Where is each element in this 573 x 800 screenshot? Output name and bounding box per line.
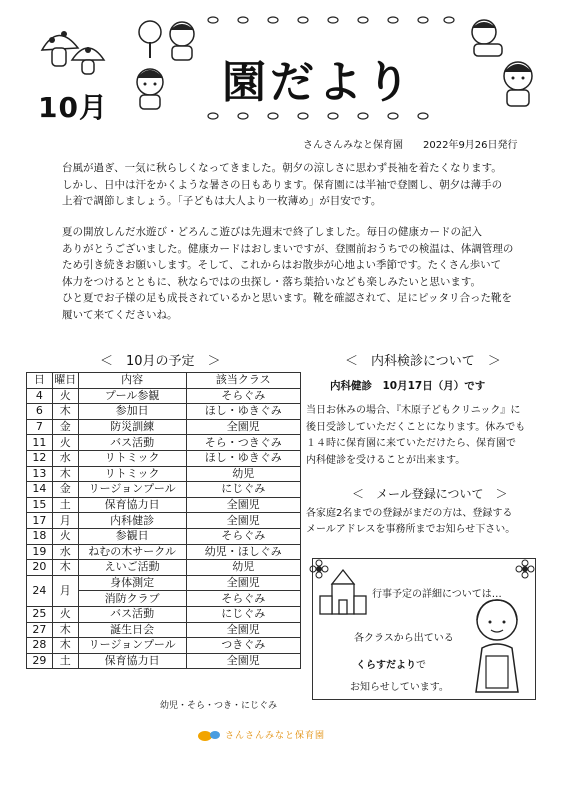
schedule-weekday-cell: 木	[52, 638, 78, 654]
schedule-content-cell: プール参観	[78, 388, 186, 404]
schedule-class-cell: 幼児・ほしぐみ	[186, 544, 301, 560]
notice-line-2: 各クラスから出ている	[354, 633, 454, 644]
schedule-class-cell: そらぐみ	[186, 528, 301, 544]
notice-line-3	[356, 656, 426, 671]
schedule-row	[27, 435, 301, 451]
schedule-class-cell: ほし・ゆきぐみ	[186, 404, 301, 420]
exam-date-line: 内科健診 10月17日（月）です	[330, 380, 486, 392]
child-illustration-left	[160, 18, 205, 63]
schedule-class-cell: つきぐみ	[186, 638, 301, 654]
schedule-content-cell: えいご活動	[78, 560, 186, 576]
page-title: 園だより	[222, 57, 414, 108]
schedule-class-cell: そらぐみ	[186, 388, 301, 404]
notice-particle: で	[416, 660, 426, 671]
schedule-row	[27, 575, 301, 591]
schedule-weekday-cell: 火	[52, 606, 78, 622]
schedule-weekday-cell: 土	[52, 497, 78, 513]
schedule-day-cell: 6	[27, 404, 53, 420]
column-header: 内容	[78, 373, 186, 389]
schedule-weekday-cell: 月	[52, 575, 78, 606]
schedule-row	[27, 560, 301, 576]
teacher-illustration	[462, 598, 532, 696]
schedule-content-cell: 身体測定	[78, 575, 186, 591]
schedule-day-cell: 28	[27, 638, 53, 654]
schedule-class-cell: そら・つきぐみ	[186, 435, 301, 451]
schedule-content-cell: 参観日	[78, 528, 186, 544]
schedule-day-cell: 25	[27, 606, 53, 622]
schedule-class-cell: ほし・ゆきぐみ	[186, 450, 301, 466]
schedule-day-cell: 4	[27, 388, 53, 404]
leaf-garland-bottom	[205, 108, 455, 124]
schedule-day-cell: 19	[27, 544, 53, 560]
sun-logo-icon	[197, 728, 221, 742]
schedule-content-cell: 誕生日会	[78, 622, 186, 638]
schedule-day-cell: 29	[27, 653, 53, 669]
schedule-class-cell: 全園児	[186, 497, 301, 513]
schedule-footnote: 幼児・そら・つき・にじぐみ	[160, 701, 278, 711]
schedule-class-cell: 全園児	[186, 513, 301, 529]
schedule-row	[27, 653, 301, 669]
child-illustration-center	[128, 64, 173, 112]
schedule-content-cell: リトミック	[78, 450, 186, 466]
schedule-row	[27, 513, 301, 529]
notice-line-4: お知らせしています。	[350, 682, 449, 693]
schedule-row	[27, 528, 301, 544]
mail-body-text: 各家庭2名までの登録がまだの方は、登録する メールアドレスを事務所までお知らせ下さい。	[306, 508, 516, 535]
schedule-content-cell: 参加日	[78, 404, 186, 420]
schedule-weekday-cell: 木	[52, 622, 78, 638]
schedule-weekday-cell: 火	[52, 435, 78, 451]
schedule-content-cell: リージョンプール	[78, 482, 186, 498]
schedule-row	[27, 606, 301, 622]
schedule-row	[27, 638, 301, 654]
schedule-content-cell: バス活動	[78, 606, 186, 622]
schedule-row	[27, 419, 301, 435]
schedule-weekday-cell: 木	[52, 560, 78, 576]
schedule-weekday-cell: 土	[52, 653, 78, 669]
leaf-garland	[205, 12, 455, 28]
child-illustration-right-top	[462, 16, 512, 61]
schedule-title: ＜ 10月の予定 ＞	[100, 354, 221, 369]
schedule-content-cell: ねむの木サークル	[78, 544, 186, 560]
column-header: 該当クラス	[186, 373, 301, 389]
schedule-weekday-cell: 水	[52, 544, 78, 560]
schedule-day-cell: 7	[27, 419, 53, 435]
schedule-class-cell: 全園児	[186, 575, 301, 591]
schedule-class-cell: 全園児	[186, 653, 301, 669]
schedule-content-cell: リージョンプール	[78, 638, 186, 654]
flower-icon	[516, 560, 534, 578]
mail-section-title: ＜ メール登録について ＞	[352, 487, 508, 501]
schedule-header-row	[27, 373, 301, 389]
schedule-class-cell: 全園児	[186, 419, 301, 435]
column-header: 日	[27, 373, 53, 389]
schedule-weekday-cell: 木	[52, 466, 78, 482]
footer-org-name: さんさんみなと保育園	[225, 731, 326, 741]
schedule-day-cell: 27	[27, 622, 53, 638]
schedule-content-cell: 消防クラブ	[78, 591, 186, 607]
schedule-day-cell: 13	[27, 466, 53, 482]
exam-body-text: 当日お休みの場合、『木原子どもクリニック』に 後日受診していただくことになります。休みでも １４時に保育園に来ていただけたら、保育園で 内科健診を受けることが出来ます。	[306, 405, 526, 466]
schedule-content-cell: リトミック	[78, 466, 186, 482]
schedule-class-cell: 幼児	[186, 466, 301, 482]
schedule-class-cell: そらぐみ	[186, 591, 301, 607]
schedule-day-cell: 20	[27, 560, 53, 576]
issue-date: 2022年9月26日発行	[423, 140, 518, 151]
exam-section-title: ＜ 内科検診について ＞	[345, 354, 501, 369]
notice-line-1: 行事予定の詳細については…	[372, 589, 502, 600]
schedule-content-cell: 内科健診	[78, 513, 186, 529]
schedule-weekday-cell: 火	[52, 388, 78, 404]
schedule-table	[26, 372, 301, 669]
intro-paragraph-1: 台風が過ぎ、一気に秋らしくなってきました。朝夕の涼しさに思わず長袖を着たくなります。 しかし、日中は汗をかくような暑さの日もあります。保育園には半袖で登園し、朝夕は薄手の 上着で調節しましょう。「子どもは大人より一枚薄め」が目安です。	[62, 162, 503, 207]
column-header: 曜日	[54, 373, 77, 387]
mushroom-illustration	[38, 20, 108, 80]
schedule-row	[27, 466, 301, 482]
class-newsletter-name: くらすだより	[356, 660, 416, 671]
schedule-content-cell: バス活動	[78, 435, 186, 451]
schedule-class-cell: にじぐみ	[186, 482, 301, 498]
schedule-day-cell: 18	[27, 528, 53, 544]
schedule-weekday-cell: 木	[52, 404, 78, 420]
schedule-day-cell: 11	[27, 435, 53, 451]
schedule-weekday-cell: 金	[52, 419, 78, 435]
schedule-weekday-cell: 火	[52, 528, 78, 544]
schedule-weekday-cell: 水	[52, 450, 78, 466]
schedule-class-cell: 全園児	[186, 622, 301, 638]
schedule-day-cell: 12	[27, 450, 53, 466]
schedule-row	[27, 497, 301, 513]
schedule-day-cell: 17	[27, 513, 53, 529]
schedule-row	[27, 544, 301, 560]
child-illustration-right	[493, 56, 543, 111]
issuer-name: さんさんみなと保育園	[303, 140, 403, 151]
schedule-class-cell: にじぐみ	[186, 606, 301, 622]
schedule-day-cell: 15	[27, 497, 53, 513]
schedule-weekday-cell: 金	[52, 482, 78, 498]
schedule-weekday-cell: 月	[52, 513, 78, 529]
schedule-content-cell: 保育協力日	[78, 653, 186, 669]
month-label: 10月	[38, 91, 108, 124]
schedule-content-cell: 防災訓練	[78, 419, 186, 435]
schedule-day-cell: 24	[27, 575, 53, 606]
schedule-day-cell: 14	[27, 482, 53, 498]
schedule-class-cell: 幼児	[186, 560, 301, 576]
schedule-content-cell: 保育協力日	[78, 497, 186, 513]
schedule-row	[27, 388, 301, 404]
schedule-row	[27, 404, 301, 420]
church-building-illustration	[318, 568, 368, 618]
schedule-row	[27, 482, 301, 498]
schedule-row	[27, 450, 301, 466]
intro-paragraph-2: 夏の開放しんだ水遊び・どろんこ遊びは先週末で終了しました。毎日の健康カードの記入 ありがとうございました。健康カードはおしまいですが、登園前おうちでの検温は、体調管理の ため引き続きお願いします。そして、これからはお散歩が心地よい季節です。たくさん歩いて 体力をつけるとともに、秋ならではの虫探し・落ち葉拾いなども楽しみたいと思います。 ひと夏でお子様の足も成長されているかと思います。靴を確認されて、足にピッタリ合った靴を 履いて来てくださいね。	[62, 226, 514, 321]
schedule-row	[27, 622, 301, 638]
